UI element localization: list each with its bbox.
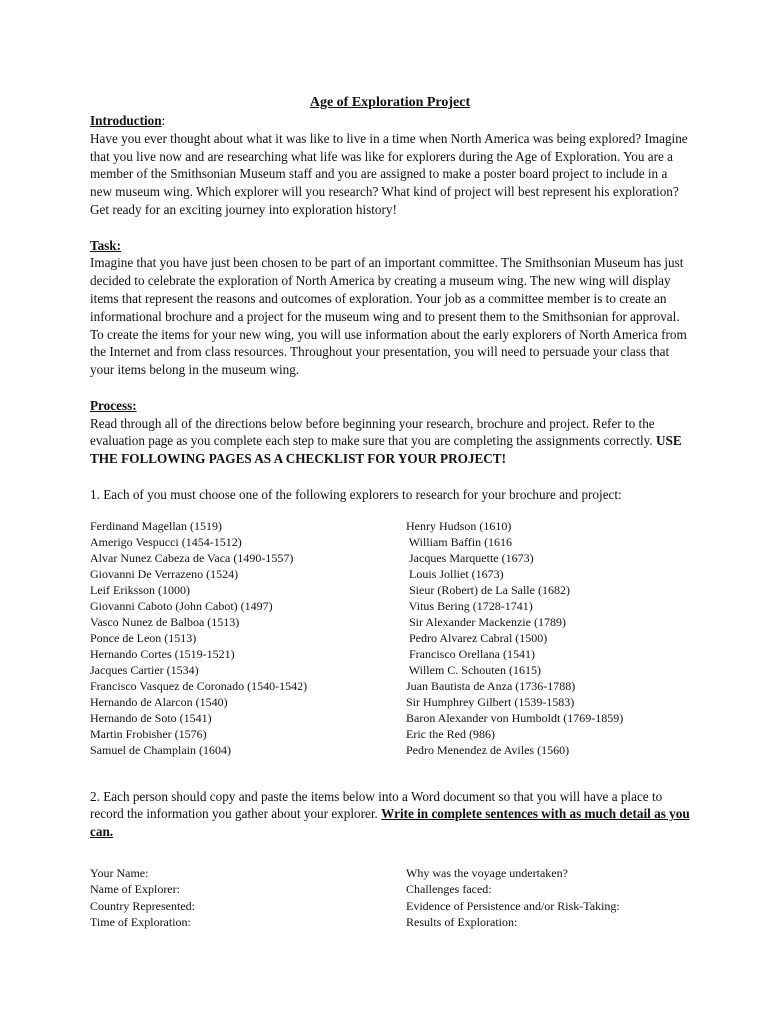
explorer-item: Sir Humphrey Gilbert (1539-1583) xyxy=(406,694,575,709)
explorer-item: Pedro Menendez de Aviles (1560) xyxy=(406,742,570,757)
task-text: Imagine that you have just been chosen to be part of an important committee. The Smithsonian Museum has just decided to celebrate the exploration of North America by creating a museum wing. The new wing will display items that represent the reasons and outcomes of exploration. Your job as a committee member is to create an informational brochure and a project for the museum wing and to present them to the Smithsonian for approval. To create the items for your new wing, you will use information about the early explorers of North America from the Internet and from class resources. Throughout your presentation, you will need to persuade your class that your items belong in the museum wing. xyxy=(90,255,687,378)
document-page xyxy=(90,94,690,931)
process-text xyxy=(90,415,690,468)
step1-instruction: 1. Each of you must choose one of the following explorers to research for your brochure and project: xyxy=(90,486,622,502)
explorer-item: Hernando de Soto (1541) xyxy=(90,710,212,725)
introduction-heading-text: Introduction xyxy=(90,113,162,128)
explorer-item: Sir Alexander Mackenzie (1789) xyxy=(406,614,566,629)
process-body: Read through all of the directions below before beginning your research, brochure and project. Refer to the evaluation page as you complete each step to make sure that you are completing the assignments correctly. xyxy=(90,415,657,449)
explorer-item: Giovanni Caboto (John Cabot) (1497) xyxy=(90,598,273,613)
page-title: Age of Exploration Project xyxy=(309,95,471,110)
explorer-item: Giovanni De Verrazeno (1524) xyxy=(90,566,239,581)
step2-instruction xyxy=(90,788,690,841)
record-fields-left xyxy=(90,865,406,931)
record-field-label: Time of Exploration: xyxy=(90,915,191,930)
introduction-text: Have you ever thought about what it was like to live in a time when North America was being explored? Imagine that you live now and are researching what life was like for explorers during the Age of Exploration. You are a member of the Smithsonian Museum staff and you are assigned to make a poster board project to include in a new museum wing. Which explorer will you research? What kind of project will best represent his exploration? Get ready for an exciting journey into exploration history! xyxy=(90,130,688,217)
record-field-label: Results of Exploration: xyxy=(406,915,518,930)
introduction-heading-colon: : xyxy=(161,113,166,128)
explorer-item: Henry Hudson (1610) xyxy=(406,518,512,533)
record-field-label: Challenges faced: xyxy=(406,882,492,897)
record-field-label: Name of Explorer: xyxy=(90,882,180,897)
explorer-item: Leif Eriksson (1000) xyxy=(90,582,190,597)
record-fields xyxy=(90,865,690,931)
explorer-item: Louis Jolliet (1673) xyxy=(406,566,504,581)
explorer-item: Baron Alexander von Humboldt (1769-1859) xyxy=(406,710,624,725)
explorer-list xyxy=(90,518,690,758)
task-heading: Task: xyxy=(90,237,122,253)
explorer-item: Eric the Red (986) xyxy=(406,726,495,741)
explorer-item: Hernando de Alarcon (1540) xyxy=(90,694,228,709)
record-field-label: Evidence of Persistence and/or Risk-Taking: xyxy=(406,898,620,913)
explorer-item: Ponce de Leon (1513) xyxy=(90,630,197,645)
explorer-item: Francisco Orellana (1541) xyxy=(406,646,535,661)
explorer-item: Ferdinand Magellan (1519) xyxy=(90,518,222,533)
record-fields-right xyxy=(406,865,690,931)
explorer-item: Amerigo Vespucci (1454-1512) xyxy=(90,534,242,549)
explorer-item: Alvar Nunez Cabeza de Vaca (1490-1557) xyxy=(90,550,294,565)
record-field-label: Your Name: xyxy=(90,865,149,880)
explorer-item: Willem C. Schouten (1615) xyxy=(406,662,541,677)
explorer-item: Samuel de Champlain (1604) xyxy=(90,742,231,757)
process-emphasis: USE THE FOLLOWING PAGES AS A CHECKLIST FOR YOUR PROJECT! xyxy=(90,433,682,467)
explorer-item: Francisco Vasquez de Coronado (1540-1542) xyxy=(90,678,308,693)
explorer-item: Pedro Alvarez Cabral (1500) xyxy=(406,630,548,645)
explorer-item: Vasco Nunez de Balboa (1513) xyxy=(90,614,240,629)
explorer-item: Vitus Bering (1728-1741) xyxy=(406,598,533,613)
explorer-item: Hernando Cortes (1519-1521) xyxy=(90,646,235,661)
explorer-item: Jacques Cartier (1534) xyxy=(90,662,199,677)
step2-emphasis: Write in complete sentences with as much detail as you can. xyxy=(90,806,690,840)
explorer-item: Sieur (Robert) de La Salle (1682) xyxy=(406,582,570,597)
explorer-item: Juan Bautista de Anza (1736-1788) xyxy=(406,678,576,693)
explorer-item: Jacques Marquette (1673) xyxy=(406,550,534,565)
explorer-list-left xyxy=(90,518,406,758)
step2-body: 2. Each person should copy and paste the items below into a Word document so that you will have a place to record the information you gather about your explorer. xyxy=(90,788,663,822)
introduction-heading xyxy=(90,112,690,130)
explorer-list-right xyxy=(406,518,690,758)
explorer-item: Martin Frobisher (1576) xyxy=(90,726,207,741)
record-field-label: Why was the voyage undertaken? xyxy=(406,865,568,880)
explorer-item: William Baffin (1616 xyxy=(406,534,513,549)
process-heading: Process: xyxy=(90,397,137,413)
record-field-label: Country Represented: xyxy=(90,898,195,913)
